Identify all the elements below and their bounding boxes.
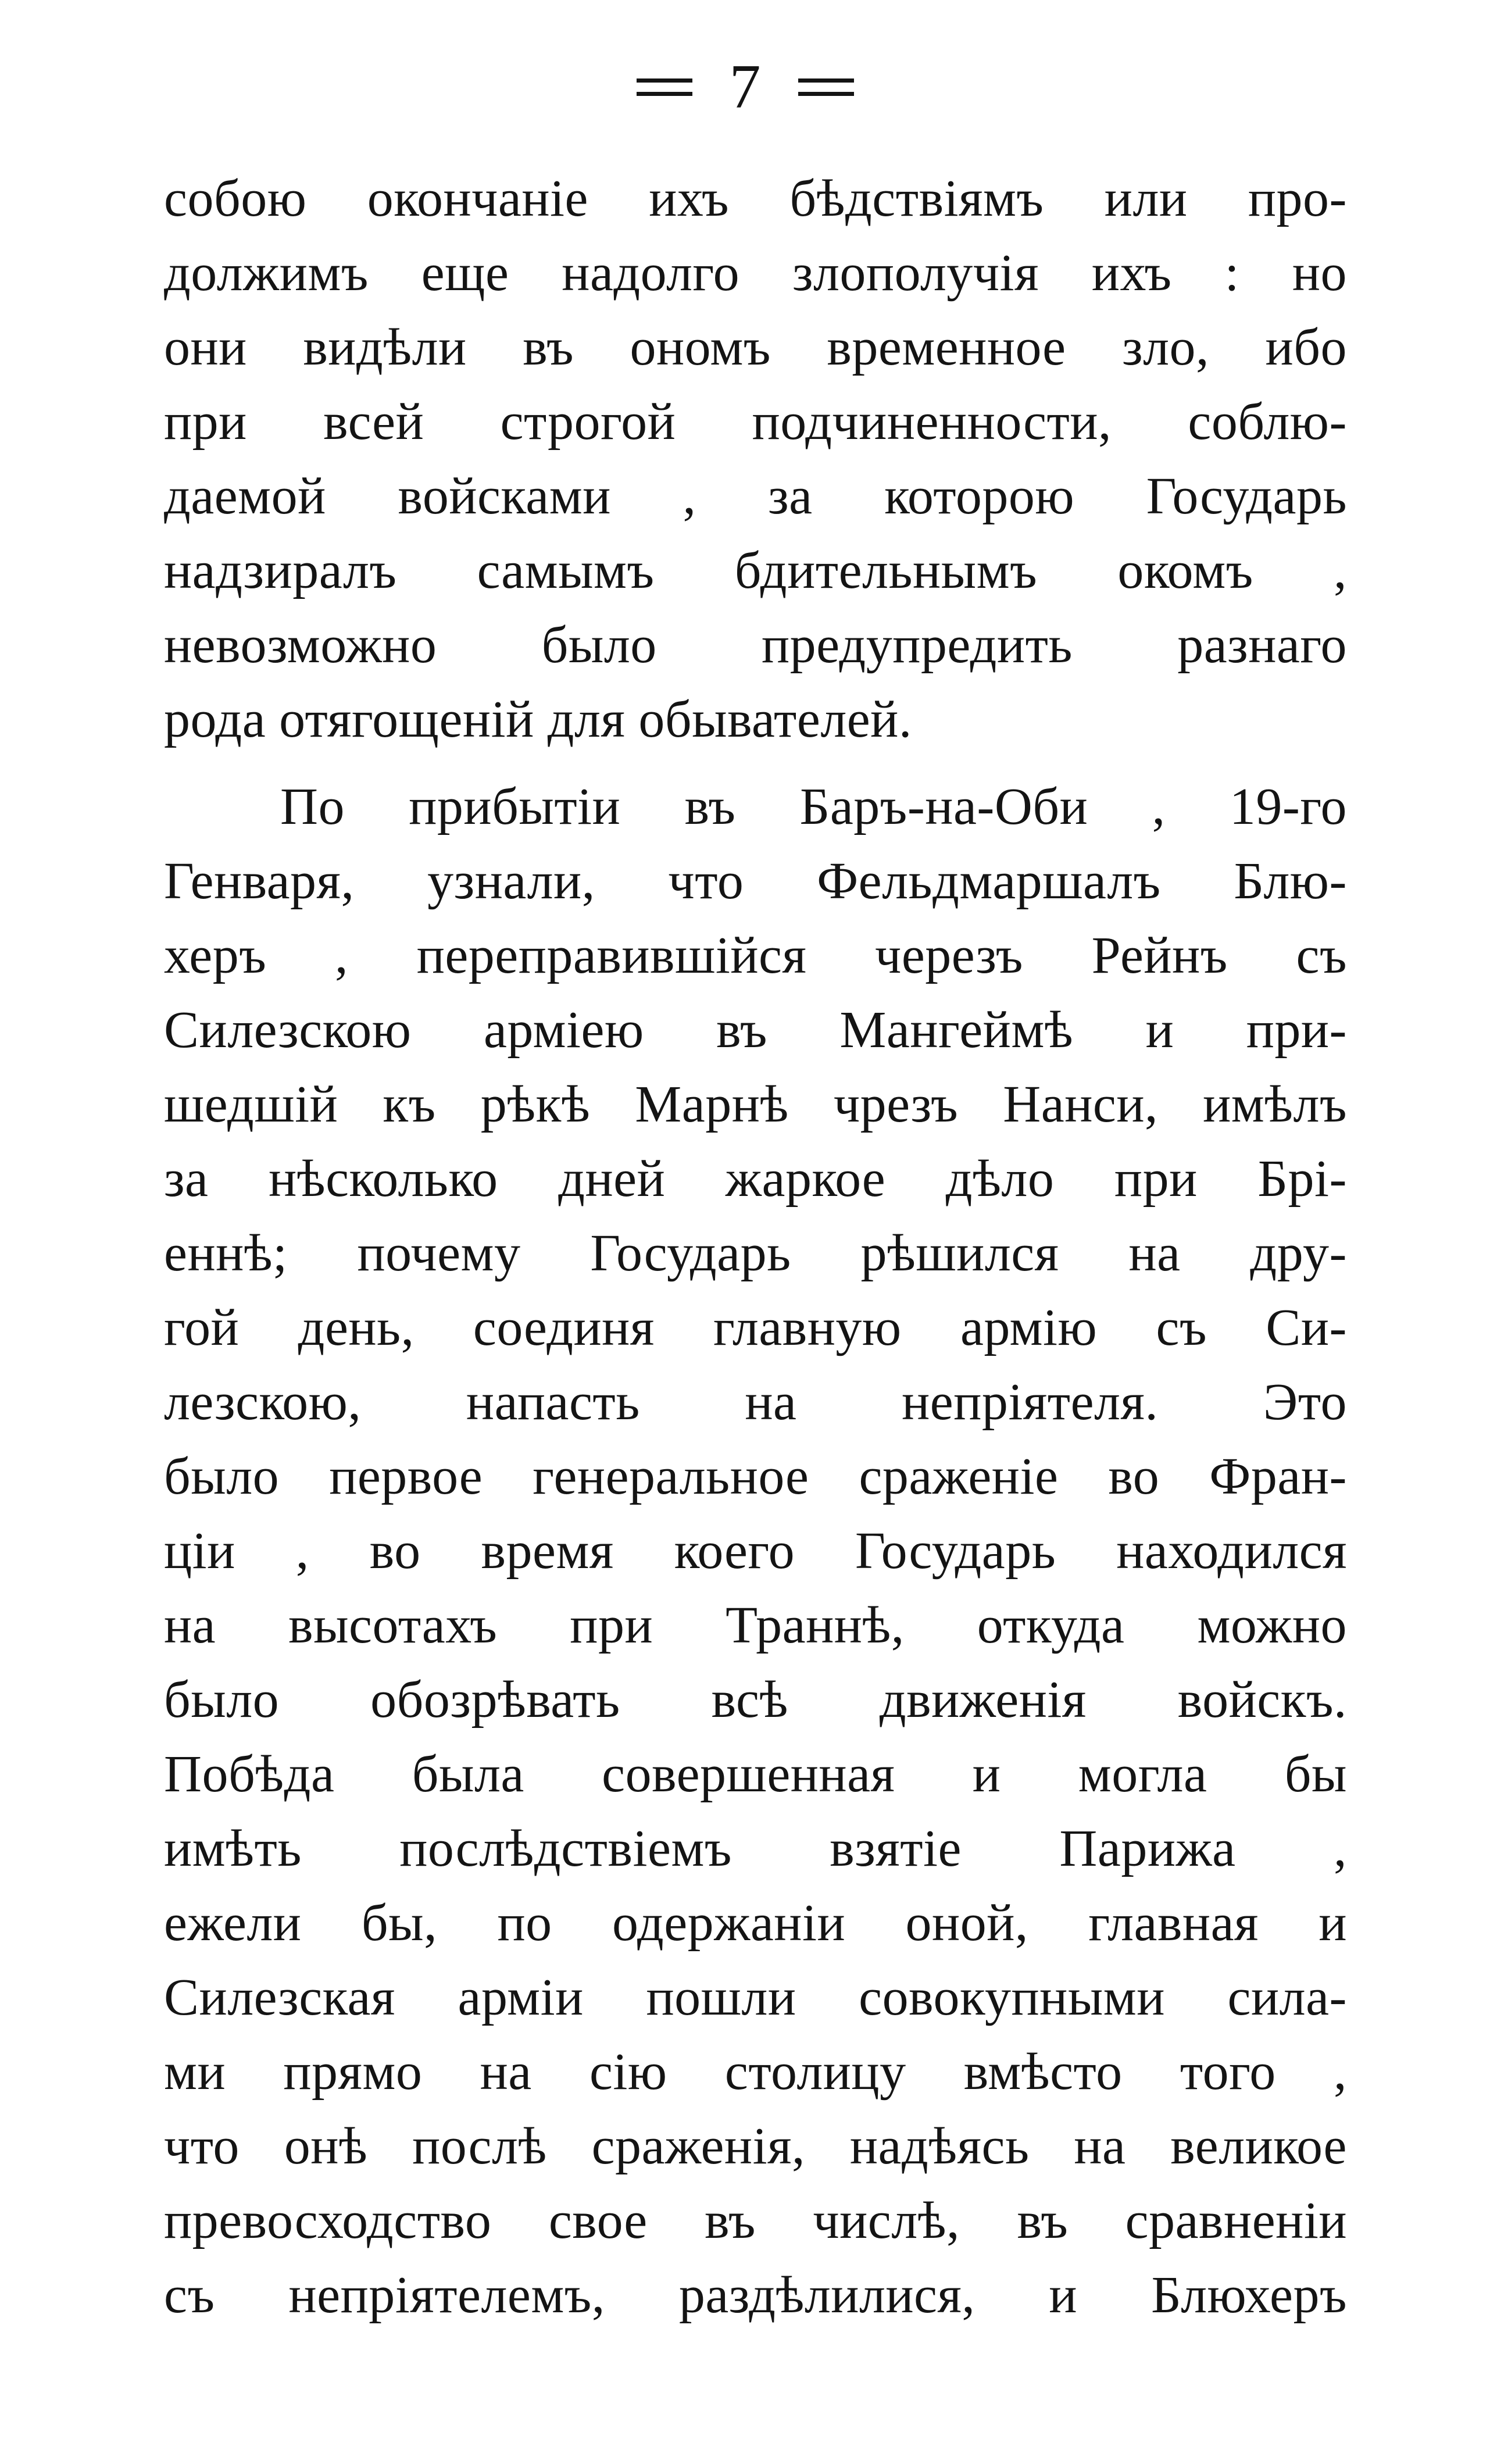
text-line: даемой войсками , за которою Государь [164, 467, 1347, 525]
text-line: По прибытіи въ Баръ-на-Оби , 19-го [280, 778, 1347, 835]
text-line: собою окончаніе ихъ бѣдствіямъ или про- [164, 170, 1347, 227]
text-line: Генваря, узнали, что Фельдмаршалъ Блю- [164, 852, 1347, 910]
text-line: имѣть послѣдствіемъ взятіе Парижа , [164, 1820, 1347, 1877]
text-line: ми прямо на сію столицу вмѣсто того , [164, 2043, 1347, 2101]
text-line: должимъ еще надолго злополучія ихъ : но [164, 244, 1347, 302]
text-line: херъ , переправившійся черезъ Рейнъ съ [164, 927, 1347, 984]
text-line: было первое генеральное сраженіе во Фран- [164, 1448, 1347, 1505]
text-line: еннѣ; почему Государь рѣшился на дру- [164, 1224, 1347, 1282]
paragraph-2 [164, 770, 1347, 2333]
text-line: Силезскою арміею въ Мангеймѣ и при- [164, 1001, 1347, 1059]
text-line: при всей строгой подчиненности, соблю- [164, 393, 1347, 451]
right-double-rule [798, 78, 854, 96]
left-double-rule [637, 78, 692, 96]
text-line: превосходство свое въ числѣ, въ сравненіи [164, 2192, 1347, 2249]
page-number: 7 [729, 52, 761, 122]
text-line: лезскою, напасть на непріятеля. Это [164, 1373, 1347, 1431]
text-line: рода отягощеній для обывателей. [164, 691, 912, 748]
text-line: гой день, соединя главную армію съ Си- [164, 1299, 1347, 1356]
text-line: съ непріятелемъ, раздѣлилися, и Блюхеръ [164, 2266, 1347, 2324]
text-line: Силезская арміи пошли совокупными сила- [164, 1969, 1347, 2026]
paragraph-1 [164, 162, 1347, 757]
text-line: невозможно было предупредить разнаго [164, 616, 1347, 674]
text-line: Побѣда была совершенная и могла бы [164, 1745, 1347, 1803]
text-line: на высотахъ при Траннѣ, откуда можно [164, 1597, 1347, 1654]
text-line: было обозрѣвать всѣ движенія войскъ. [164, 1671, 1347, 1729]
text-line: надзиралъ самымъ бдительнымъ окомъ , [164, 542, 1347, 599]
text-line: за нѣсколько дней жаркое дѣло при Брі- [164, 1150, 1347, 1208]
body-text [164, 162, 1347, 2333]
text-line: что онѣ послѣ сраженія, надѣясь на великое [164, 2117, 1347, 2175]
text-line: они видѣли въ ономъ временное зло, ибо [164, 319, 1347, 376]
text-line: шедшій къ рѣкѣ Марнѣ чрезъ Нанси, имѣлъ [164, 1076, 1347, 1133]
text-line: ежели бы, по одержаніи оной, главная и [164, 1894, 1347, 1952]
page-header [0, 52, 1490, 122]
text-line: ціи , во время коего Государь находился [164, 1522, 1347, 1580]
